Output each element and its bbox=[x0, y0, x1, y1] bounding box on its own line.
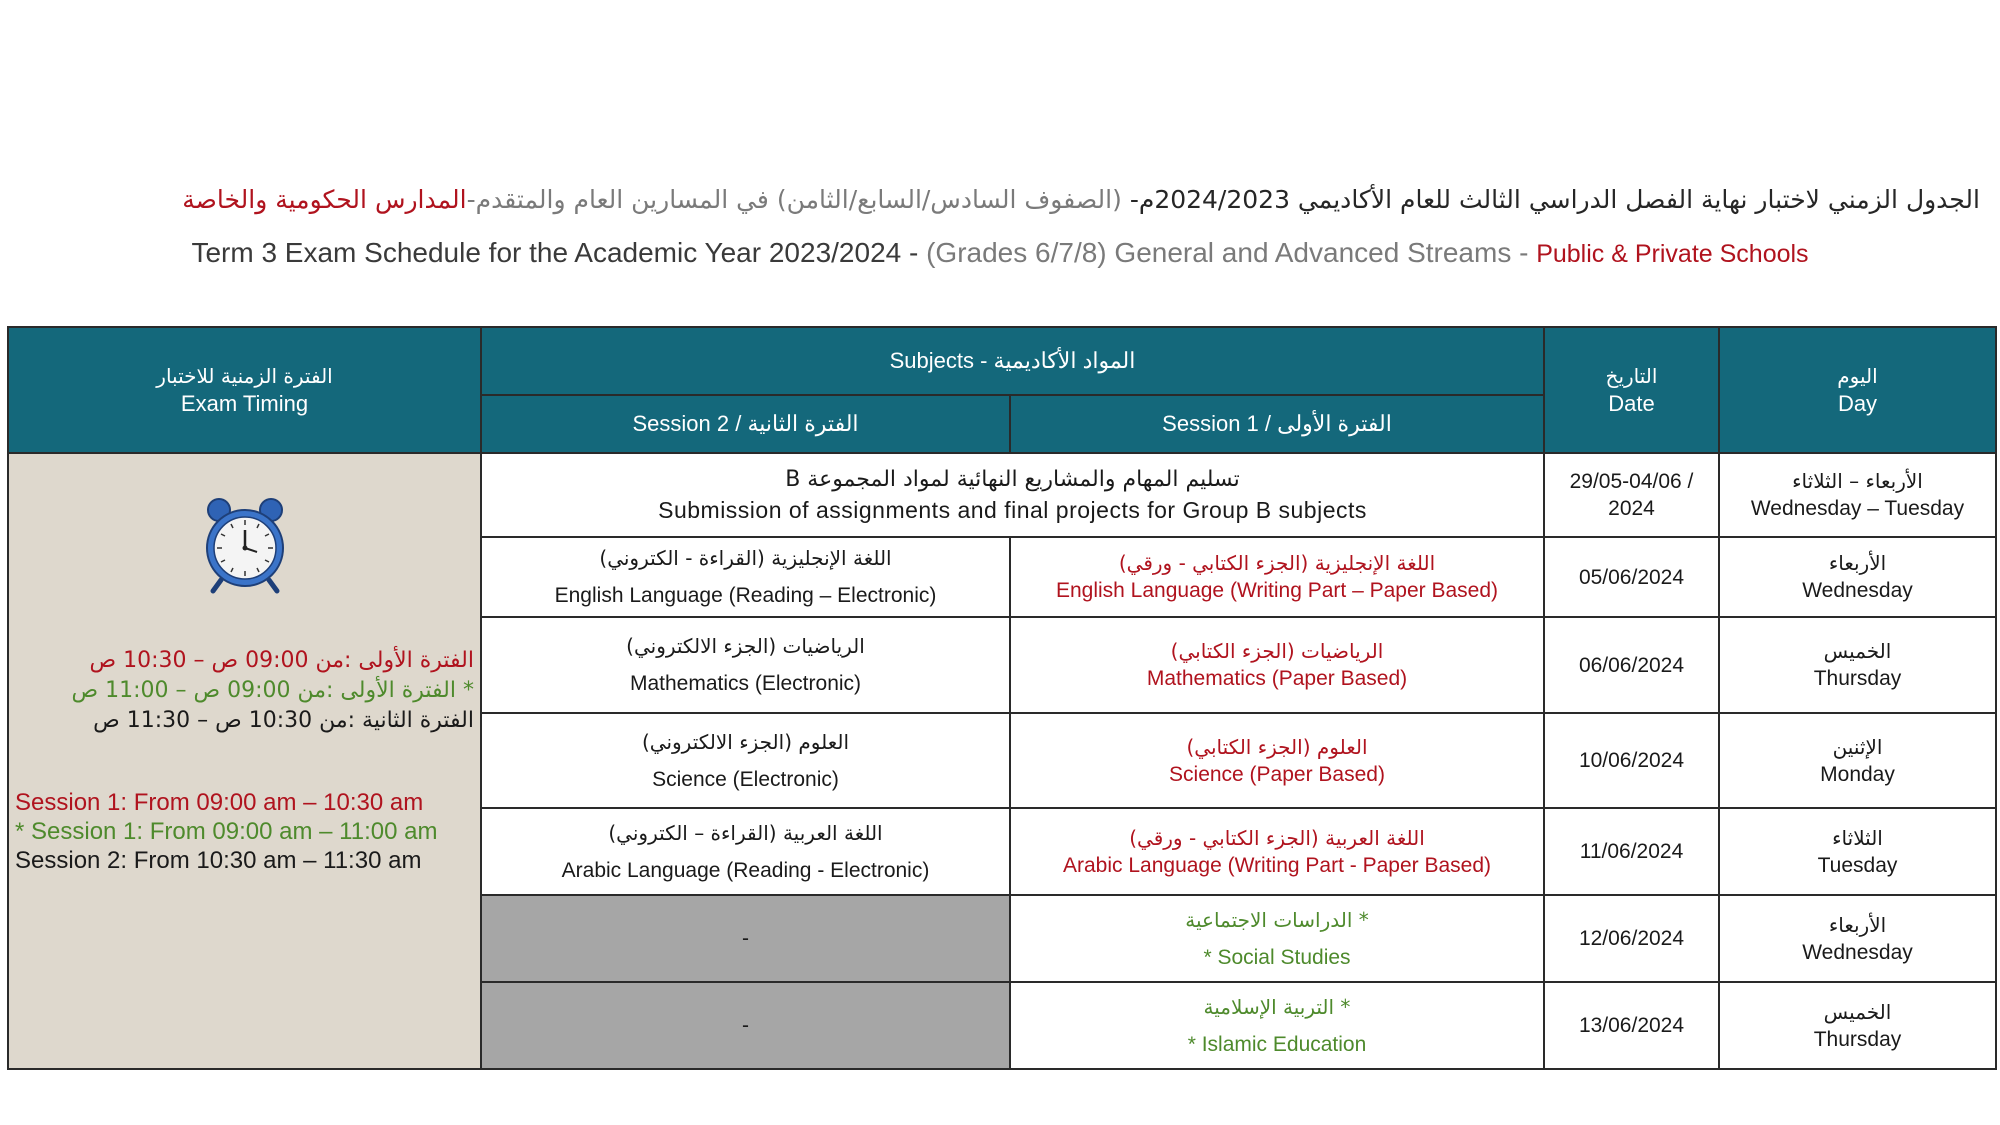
session1-cell bbox=[1010, 713, 1544, 808]
header-timing-ar: الفترة الزمنية للاختبار bbox=[156, 364, 333, 388]
timing-ar-session2: الفترة الثانية :من 10:30 ص – 11:30 ص bbox=[93, 708, 474, 733]
timing-en-session1: Session 1: From 09:00 am – 10:30 am bbox=[15, 789, 424, 816]
header-date-ar: التاريخ bbox=[1605, 364, 1658, 388]
timing-en-session2: Session 2: From 10:30 am – 11:30 am bbox=[15, 847, 422, 874]
session2-subject-en: Science (Electronic) bbox=[652, 767, 839, 791]
table-row-submission bbox=[8, 453, 1996, 537]
session1-cell bbox=[1010, 982, 1544, 1069]
date-cell: 11/06/2024 bbox=[1544, 808, 1719, 895]
timing-en-session1-alt: * Session 1: From 09:00 am – 11:00 am bbox=[15, 818, 438, 845]
submission-text-ar: تسليم المهام والمشاريع النهائية لمواد المجموعة B bbox=[785, 467, 1240, 492]
title-ar-grades: (الصفوف السادس/السابع/الثامن) في المسارين العام والمتقدم- bbox=[466, 185, 1130, 214]
header-row-top bbox=[8, 327, 1996, 395]
day-en: Wednesday bbox=[1802, 579, 1913, 602]
timing-ar-session1-alt: * الفترة الأولى :من 09:00 ص – 11:00 ص bbox=[71, 678, 474, 703]
session2-empty-cell: - bbox=[481, 895, 1010, 982]
submission-cell bbox=[481, 453, 1544, 537]
day-cell bbox=[1719, 982, 1996, 1069]
day-ar: الخميس bbox=[1823, 999, 1892, 1024]
submission-day-cell bbox=[1719, 453, 1996, 537]
day-ar: الإثنين bbox=[1832, 734, 1883, 759]
day-en: Monday bbox=[1820, 762, 1895, 786]
exam-schedule-table bbox=[7, 326, 1997, 1070]
session1-cell bbox=[1010, 617, 1544, 713]
date-cell: 10/06/2024 bbox=[1544, 713, 1719, 808]
session2-subject-en: Arabic Language (Reading - Electronic) bbox=[561, 858, 930, 882]
session2-cell bbox=[481, 713, 1010, 808]
submission-text-en: Submission of assignments and final projects for Group B subjects bbox=[658, 497, 1367, 523]
day-en: Thursday bbox=[1813, 1027, 1902, 1051]
day-ar: الأربعاء bbox=[1828, 551, 1887, 575]
day-en: Thursday bbox=[1813, 667, 1902, 690]
session2-subject-ar: العلوم (الجزء الالكتروني) bbox=[641, 729, 850, 754]
session1-subject-ar: * التربية الإسلامية bbox=[1203, 994, 1351, 1019]
header-session2: Session 2 / الفترة الثانية bbox=[481, 395, 1010, 453]
session1-cell bbox=[1010, 895, 1544, 982]
session1-cell bbox=[1010, 537, 1544, 617]
submission-date-line1: 29/05-04/06 / bbox=[1569, 470, 1694, 493]
session1-subject-ar: * الدراسات الاجتماعية bbox=[1185, 907, 1369, 932]
header-day bbox=[1719, 327, 1996, 453]
day-ar: الثلاثاء bbox=[1832, 825, 1883, 850]
alarm-clock-icon bbox=[197, 494, 293, 594]
session1-subject-en: Arabic Language (Writing Part - Paper Based) bbox=[1063, 853, 1491, 877]
session1-subject-en: Mathematics (Paper Based) bbox=[1146, 667, 1408, 690]
day-cell bbox=[1719, 808, 1996, 895]
day-cell bbox=[1719, 617, 1996, 713]
session1-subject-en: Science (Paper Based) bbox=[1169, 762, 1385, 786]
session2-subject-ar: اللغة الإنجليزية (القراءة - الكتروني) bbox=[599, 546, 892, 570]
header-timing bbox=[8, 327, 481, 453]
day-en: Tuesday bbox=[1817, 853, 1898, 877]
session1-subject-en: * Islamic Education bbox=[1187, 1032, 1367, 1056]
session2-subject-en: Mathematics (Electronic) bbox=[629, 672, 862, 695]
page-title-english bbox=[0, 233, 2000, 274]
header-day-ar: اليوم bbox=[1837, 364, 1878, 388]
title-en-schools: Public & Private Schools bbox=[1536, 240, 1809, 268]
session1-subject-ar: العلوم (الجزء الكتابي) bbox=[1186, 734, 1368, 759]
session1-subject-ar: الرياضيات (الجزء الكتابي) bbox=[1170, 639, 1384, 663]
title-en-grades: (Grades 6/7/8) General and Advanced Streams - bbox=[926, 237, 1537, 268]
day-cell bbox=[1719, 895, 1996, 982]
header-session1: Session 1 / الفترة الأولى bbox=[1010, 395, 1544, 453]
session2-cell bbox=[481, 617, 1010, 713]
session1-subject-ar: اللغة الإنجليزية (الجزء الكتابي - ورقي) bbox=[1118, 551, 1436, 575]
timing-ar-session1: الفترة الأولى :من 09:00 ص – 10:30 ص bbox=[89, 648, 474, 673]
page-title-arabic bbox=[14, 180, 1980, 220]
date-cell: 06/06/2024 bbox=[1544, 617, 1719, 713]
title-ar-main: الجدول الزمني لاختبار نهاية الفصل الدراسي الثالث للعام الأكاديمي 2024/2023م- bbox=[1129, 185, 1980, 214]
session2-subject-en: English Language (Reading – Electronic) bbox=[554, 584, 937, 607]
session2-subject-ar: الرياضيات (الجزء الالكتروني) bbox=[626, 634, 865, 658]
date-cell: 05/06/2024 bbox=[1544, 537, 1719, 617]
date-cell: 12/06/2024 bbox=[1544, 895, 1719, 982]
submission-day-en: Wednesday – Tuesday bbox=[1750, 497, 1965, 520]
header-subjects: Subjects - المواد الأكاديمية bbox=[481, 327, 1544, 395]
session1-subject-en: * Social Studies bbox=[1203, 945, 1351, 969]
day-en: Wednesday bbox=[1802, 940, 1913, 964]
submission-day-ar: الأربعاء – الثلاثاء bbox=[1792, 469, 1923, 493]
session2-subject-ar: اللغة العربية (القراءة – الكتروني) bbox=[608, 820, 883, 845]
date-cell: 13/06/2024 bbox=[1544, 982, 1719, 1069]
title-ar-schools: المدارس الحكومية والخاصة bbox=[182, 185, 467, 214]
session1-subject-ar: اللغة العربية (الجزء الكتابي - ورقي) bbox=[1129, 825, 1425, 850]
submission-date-cell bbox=[1544, 453, 1719, 537]
exam-timing-cell bbox=[8, 453, 481, 1069]
day-ar: الأربعاء bbox=[1828, 912, 1887, 937]
session1-cell bbox=[1010, 808, 1544, 895]
title-en-main: Term 3 Exam Schedule for the Academic Year 2023/2024 - bbox=[191, 237, 927, 268]
header-day-en: Day bbox=[1837, 391, 1878, 416]
day-cell bbox=[1719, 713, 1996, 808]
session2-empty-cell: - bbox=[481, 982, 1010, 1069]
session2-cell bbox=[481, 537, 1010, 617]
header-date-en: Date bbox=[1608, 391, 1655, 416]
submission-date-line2: 2024 bbox=[1608, 497, 1655, 520]
session1-subject-en: English Language (Writing Part – Paper Based) bbox=[1055, 579, 1499, 602]
header-date bbox=[1544, 327, 1719, 453]
day-ar: الخميس bbox=[1823, 639, 1892, 663]
day-cell bbox=[1719, 537, 1996, 617]
session2-cell bbox=[481, 808, 1010, 895]
header-timing-en: Exam Timing bbox=[180, 391, 309, 416]
